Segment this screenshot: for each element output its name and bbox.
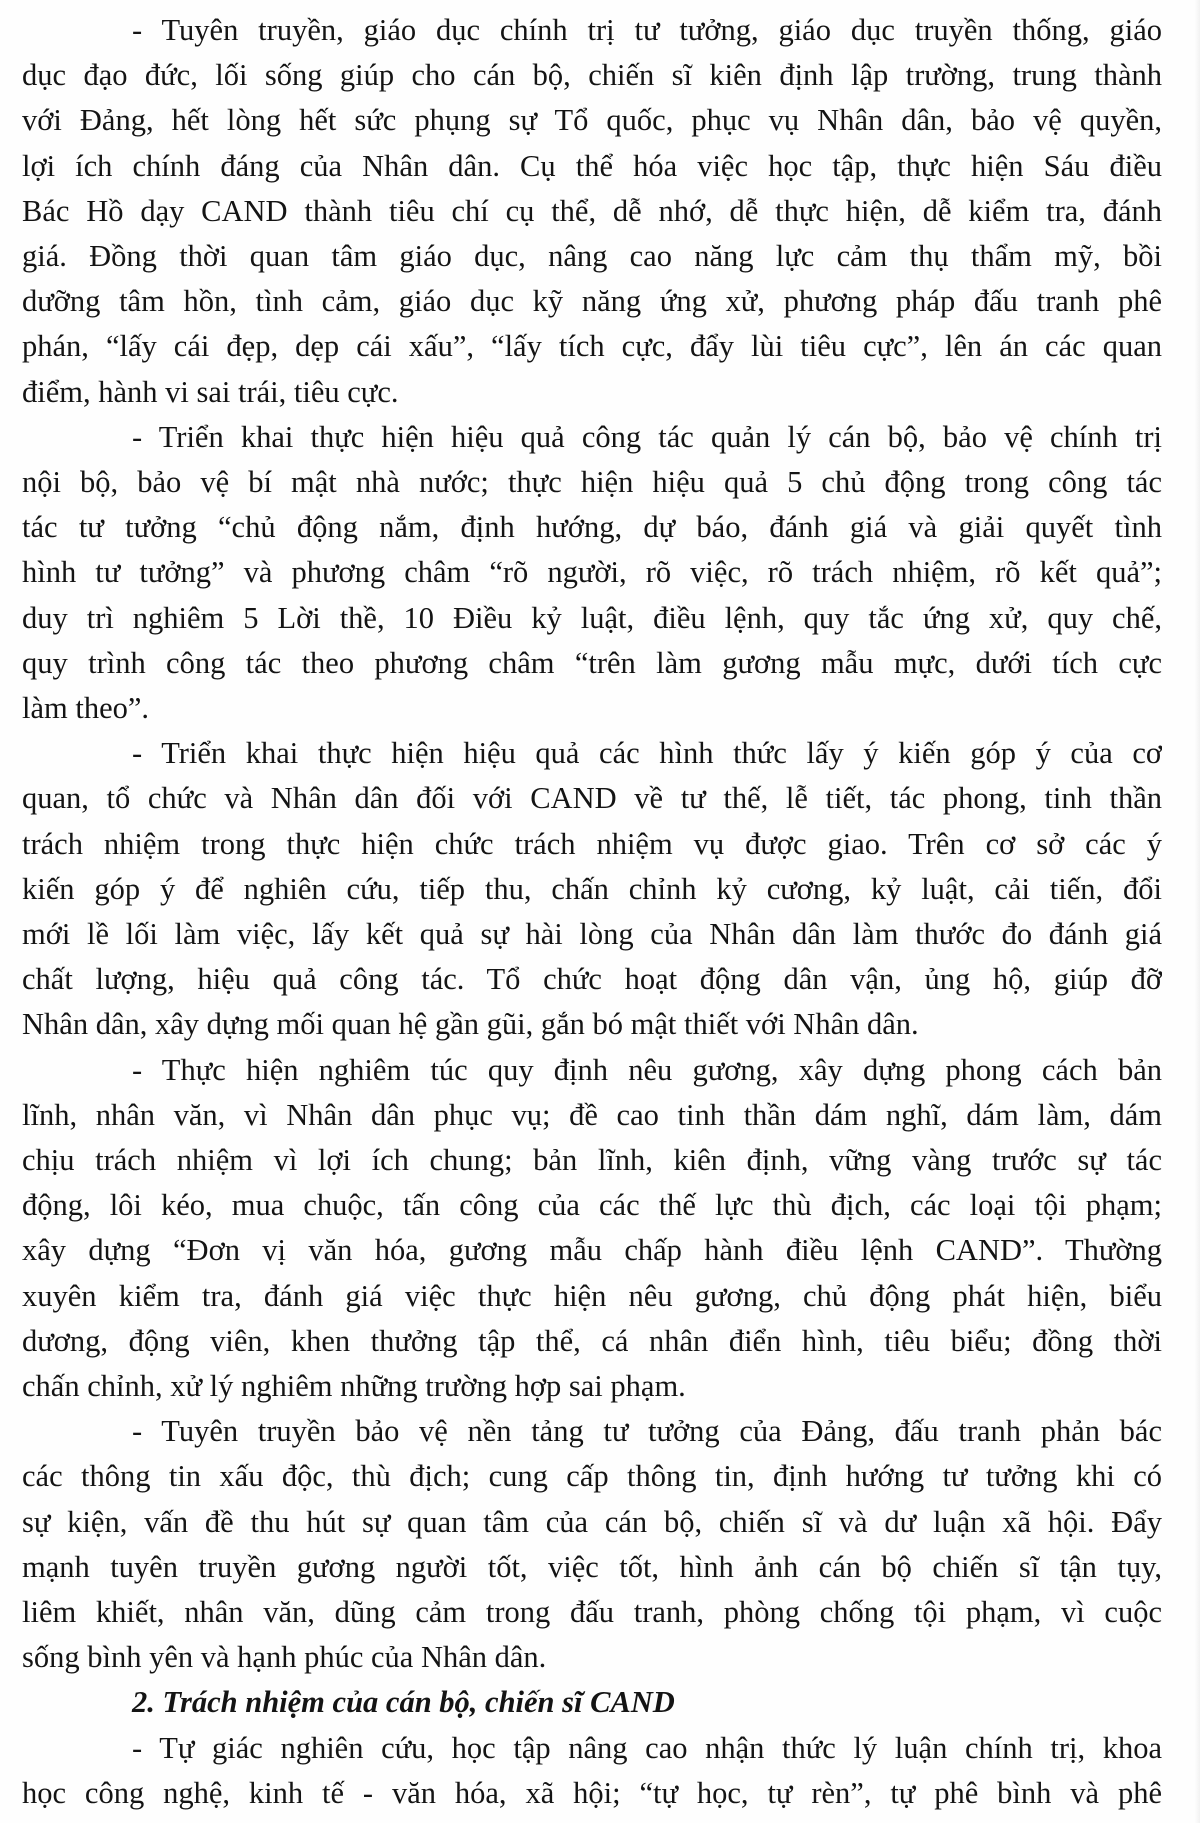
page-edge [1194, 0, 1200, 1823]
paragraph-line: quy trình công tác theo phương châm “trên làm gương mẫu mực, dưới tích cực [22, 645, 1162, 680]
paragraph-line: hình tư tưởng” và phương châm “rõ người, rõ việc, rõ trách nhiệm, rõ kết quả”; [22, 555, 1162, 590]
paragraph-line: điểm, hành vi sai trái, tiêu cực. [22, 374, 399, 409]
paragraph-line: với Đảng, hết lòng hết sức phụng sự Tổ quốc, phục vụ Nhân dân, bảo vệ quyền, [22, 103, 1162, 138]
paragraph-line: Nhân dân, xây dựng mối quan hệ gần gũi, gắn bó mật thiết với Nhân dân. [22, 1007, 919, 1042]
paragraph-line: lĩnh, nhân văn, vì Nhân dân phục vụ; đề cao tinh thần dám nghĩ, dám làm, dám [22, 1097, 1162, 1132]
paragraph-line: quan, tổ chức và Nhân dân đối với CAND về tư thế, lễ tiết, tác phong, tinh thần [22, 781, 1162, 816]
paragraph-line: kiến góp ý để nghiên cứu, tiếp thu, chấn chỉnh kỷ cương, kỷ luật, cải tiến, đổi [22, 871, 1162, 906]
paragraph-line: xây dựng “Đơn vị văn hóa, gương mẫu chấp hành điều lệnh CAND”. Thường [22, 1233, 1162, 1268]
paragraph-line: Bác Hồ dạy CAND thành tiêu chí cụ thể, dễ nhớ, dễ thực hiện, dễ kiểm tra, đánh [22, 193, 1162, 228]
paragraph-line: chịu trách nhiệm vì lợi ích chung; bản lĩnh, kiên định, vững vàng trước sự tác [22, 1143, 1162, 1177]
paragraph-first-line: - Tuyên truyền bảo vệ nền tảng tư tưởng của Đảng, đấu tranh phản bác [132, 1414, 1162, 1449]
paragraph-line: sự kiện, vấn đề thu hút sự quan tâm của cán bộ, chiến sĩ và dư luận xã hội. Đẩy [22, 1504, 1162, 1539]
paragraph-line: liêm khiết, nhân văn, dũng cảm trong đấu tranh, phòng chống tội phạm, vì cuộc [22, 1595, 1162, 1629]
paragraph-line: mạnh tuyên truyền gương người tốt, việc tốt, hình ảnh cán bộ chiến sĩ tận tụy, [22, 1549, 1162, 1584]
paragraph-line: làm theo”. [22, 691, 150, 725]
paragraph-line: trách nhiệm trong thực hiện chức trách nhiệm vụ được giao. Trên cơ sở các ý [22, 826, 1162, 861]
document-body [22, 8, 1162, 1816]
paragraph-line: duy trì nghiêm 5 Lời thề, 10 Điều kỷ luật, điều lệnh, quy tắc ứng xử, quy chế, [22, 600, 1162, 635]
paragraph-line: chấn chỉnh, xử lý nghiêm những trường hợp sai phạm. [22, 1369, 686, 1403]
paragraph-line: dục đạo đức, lối sống giúp cho cán bộ, chiến sĩ kiên định lập trường, trung thành [22, 58, 1162, 93]
paragraph-line: phán, “lấy cái đẹp, dẹp cái xấu”, “lấy tích cực, đẩy lùi tiêu cực”, lên án các quan [22, 329, 1162, 364]
paragraph-line: nội bộ, bảo vệ bí mật nhà nước; thực hiện hiệu quả 5 chủ động trong công tác [22, 465, 1162, 499]
paragraph-line: dương, động viên, khen thưởng tập thể, cá nhân điển hình, tiêu biểu; đồng thời [22, 1323, 1162, 1358]
paragraph-line: chất lượng, hiệu quả công tác. Tổ chức hoạt động dân vận, ủng hộ, giúp đỡ [22, 962, 1162, 997]
paragraph-line: lợi ích chính đáng của Nhân dân. Cụ thể hóa việc học tập, thực hiện Sáu điều [22, 148, 1162, 183]
paragraph-line: động, lôi kéo, mua chuộc, tấn công của các thế lực thù địch, các loại tội phạm; [22, 1188, 1162, 1223]
paragraph-first-line: - Tuyên truyền, giáo dục chính trị tư tưởng, giáo dục truyền thống, giáo [132, 13, 1162, 47]
paragraph-line: sống bình yên và hạnh phúc của Nhân dân. [22, 1640, 547, 1675]
paragraph-line: giá. Đồng thời quan tâm giáo dục, nâng cao năng lực cảm thụ thẩm mỹ, bồi [22, 239, 1162, 273]
section-heading: 2. Trách nhiệm của cán bộ, chiến sĩ CAND [132, 1685, 675, 1720]
paragraph-first-line: - Triển khai thực hiện hiệu quả công tác quản lý cán bộ, bảo vệ chính trị [132, 419, 1162, 454]
paragraph-line: dưỡng tâm hồn, tình cảm, giáo dục kỹ năng ứng xử, phương pháp đấu tranh phê [22, 284, 1162, 319]
paragraph-line: học công nghệ, kinh tế - văn hóa, xã hội; “tự học, tự rèn”, tự phê bình và phê [22, 1775, 1162, 1810]
paragraph-line: tác tư tưởng “chủ động nắm, định hướng, dự báo, đánh giá và giải quyết tình [22, 510, 1162, 545]
paragraph-line: xuyên kiểm tra, đánh giá việc thực hiện nêu gương, chủ động phát hiện, biểu [22, 1278, 1162, 1313]
paragraph-first-line: - Tự giác nghiên cứu, học tập nâng cao nhận thức lý luận chính trị, khoa [132, 1730, 1162, 1765]
paragraph-first-line: - Triển khai thực hiện hiệu quả các hình thức lấy ý kiến góp ý của cơ [132, 736, 1162, 771]
paragraph-line: các thông tin xấu độc, thù địch; cung cấp thông tin, định hướng tư tưởng khi có [22, 1459, 1162, 1494]
paragraph-line: mới lề lối làm việc, lấy kết quả sự hài lòng của Nhân dân làm thước đo đánh giá [22, 917, 1162, 951]
paragraph-first-line: - Thực hiện nghiêm túc quy định nêu gương, xây dựng phong cách bản [132, 1052, 1162, 1087]
